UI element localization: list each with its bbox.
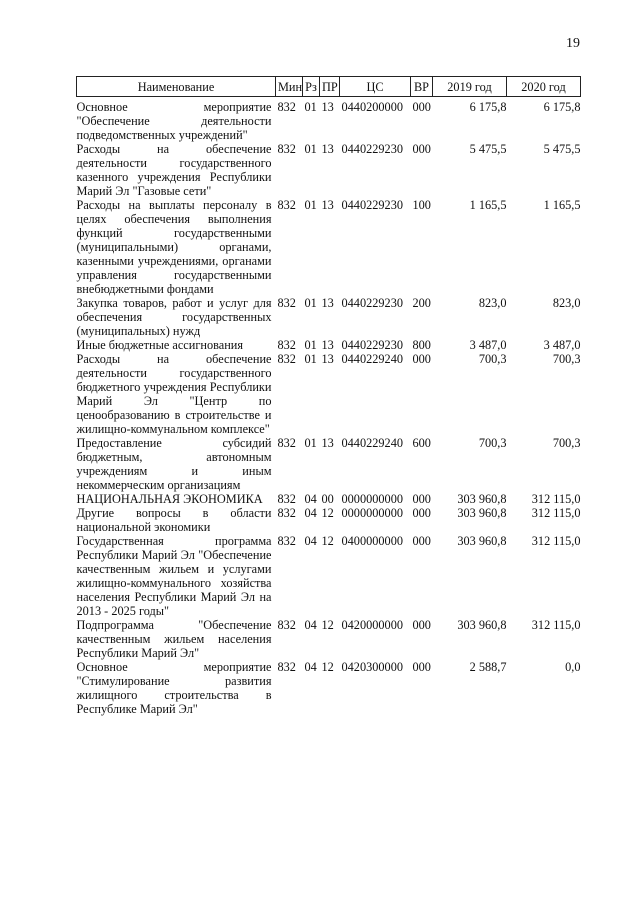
cell-pr: 13 [321,142,334,156]
cell-y2019: 700,3 [478,436,507,450]
table-body [77,97,581,717]
cell-name: Основное мероприятие "Обеспечение деятельности подведомственных учреждений" [76,100,272,142]
cell-vr: 800 [412,338,431,352]
cell-cs: 0440229230 [341,142,403,156]
cell-y2019: 303 960,8 [457,506,507,520]
cell-name: Расходы на обеспечение деятельности государственного бюджетного учреждения Республики Марий Эл "Центр по ценообразованию в строительстве и жилищно-коммунальном комплексе" [76,352,272,436]
cell-rz: 04 [304,492,317,506]
cell-cs: 0440229240 [341,352,403,366]
cell-vr: 200 [412,296,431,310]
cell-y2020: 312 115,0 [531,618,581,632]
header-min: Мин [276,77,303,97]
cell-pr: 13 [321,296,334,310]
cell-rz: 04 [304,506,317,520]
cell-y2019: 3 487,0 [469,338,507,352]
cell-y2019: 700,3 [478,352,507,366]
cell-min: 832 [277,142,296,156]
cell-cs: 0400000000 [341,534,403,548]
header-2020: 2020 год [507,77,581,97]
cell-y2019: 303 960,8 [457,618,507,632]
cell-y2019: 6 175,8 [469,100,507,114]
table-row [77,198,581,296]
cell-cs: 0420300000 [341,660,403,674]
cell-name: Расходы на обеспечение деятельности государственного казенного учреждения Республики Марий Эл "Газовые сети" [76,142,272,198]
cell-name: Подпрограмма "Обеспечение качественным жильем населения Республики Марий Эл" [76,618,272,660]
cell-y2020: 312 115,0 [531,534,581,548]
table-row [77,618,581,660]
cell-name: Другие вопросы в области национальной экономики [76,506,272,534]
table-row [77,338,581,352]
cell-cs: 0420000000 [341,618,403,632]
cell-pr: 13 [321,100,334,114]
header-name: Наименование [77,77,276,97]
cell-pr: 12 [321,506,334,520]
cell-rz: 01 [304,100,317,114]
cell-y2019: 303 960,8 [457,534,507,548]
cell-vr: 000 [412,506,431,520]
table-row [77,142,581,198]
cell-vr: 000 [412,100,431,114]
cell-pr: 13 [321,198,334,212]
table-row [77,436,581,492]
cell-name: Иные бюджетные ассигнования [76,338,244,352]
cell-rz: 01 [304,352,317,366]
cell-vr: 100 [412,198,431,212]
cell-min: 832 [277,198,296,212]
table-row [77,296,581,338]
cell-min: 832 [277,296,296,310]
cell-y2019: 5 475,5 [469,142,507,156]
table-row [77,492,581,506]
cell-y2019: 303 960,8 [457,492,507,506]
cell-cs: 0440200000 [341,100,403,114]
cell-min: 832 [277,436,296,450]
cell-vr: 000 [412,618,431,632]
cell-vr: 000 [412,660,431,674]
cell-cs: 0440229240 [341,436,403,450]
cell-min: 832 [277,618,296,632]
header-2019: 2019 год [433,77,507,97]
cell-pr: 12 [321,534,334,548]
cell-pr: 13 [321,436,334,450]
cell-y2020: 312 115,0 [531,492,581,506]
cell-y2020: 3 487,0 [543,338,581,352]
cell-vr: 000 [412,352,431,366]
header-rz: Рз [303,77,320,97]
cell-y2020: 700,3 [552,436,581,450]
cell-vr: 000 [412,492,431,506]
cell-y2020: 6 175,8 [543,100,581,114]
cell-cs: 0000000000 [341,492,403,506]
cell-pr: 12 [321,660,334,674]
cell-rz: 01 [304,142,317,156]
cell-rz: 04 [304,660,317,674]
header-pr: ПР [320,77,340,97]
cell-y2020: 312 115,0 [531,506,581,520]
cell-rz: 01 [304,296,317,310]
table-row [77,506,581,534]
cell-cs: 0440229230 [341,198,403,212]
table-row [77,352,581,436]
cell-pr: 00 [321,492,334,506]
cell-rz: 04 [304,618,317,632]
cell-rz: 01 [304,436,317,450]
cell-name: НАЦИОНАЛЬНАЯ ЭКОНОМИКА [76,492,263,506]
cell-min: 832 [277,352,296,366]
cell-vr: 000 [412,534,431,548]
table-row [77,660,581,716]
cell-pr: 12 [321,618,334,632]
cell-y2019: 823,0 [478,296,507,310]
cell-y2020: 700,3 [552,352,581,366]
cell-min: 832 [277,534,296,548]
table-row [77,534,581,618]
cell-rz: 04 [304,534,317,548]
page-number: 19 [566,36,580,51]
cell-y2019: 1 165,5 [469,198,507,212]
cell-pr: 13 [321,352,334,366]
cell-y2020: 5 475,5 [543,142,581,156]
cell-min: 832 [277,506,296,520]
cell-min: 832 [277,492,296,506]
cell-min: 832 [277,100,296,114]
cell-name: Закупка товаров, работ и услуг для обеспечения государственных (муниципальных) нужд [76,296,272,338]
cell-name: Основное мероприятие "Стимулирование развития жилищного строительства в Республике Марий Эл" [76,660,272,716]
cell-name: Расходы на выплаты персоналу в целях обеспечения выполнения функций государственными (муниципальными) органами, казенными учреждениями, органами управления государственными внебюджетными фондами [76,198,272,296]
cell-cs: 0440229230 [341,338,403,352]
cell-y2019: 2 588,7 [469,660,507,674]
cell-name: Государственная программа Республики Марий Эл "Обеспечение качественным жильем и услугами жилищно-коммунального хозяйства населения Республики Марий Эл на 2013 - 2025 годы" [76,534,272,618]
table-row [77,97,581,143]
cell-vr: 000 [412,142,431,156]
cell-y2020: 0,0 [565,660,581,674]
cell-min: 832 [277,338,296,352]
cell-rz: 01 [304,338,317,352]
cell-cs: 0000000000 [341,506,403,520]
header-cs: ЦС [340,77,411,97]
budget-table [76,76,581,716]
cell-min: 832 [277,660,296,674]
cell-y2020: 823,0 [552,296,581,310]
cell-name: Предоставление субсидий бюджетным, автономным учреждениям и иным некоммерческим организациям [76,436,272,492]
table-header [77,77,581,97]
cell-pr: 13 [321,338,334,352]
cell-y2020: 1 165,5 [543,198,581,212]
cell-rz: 01 [304,198,317,212]
cell-cs: 0440229230 [341,296,403,310]
header-vr: ВР [411,77,433,97]
cell-vr: 600 [412,436,431,450]
